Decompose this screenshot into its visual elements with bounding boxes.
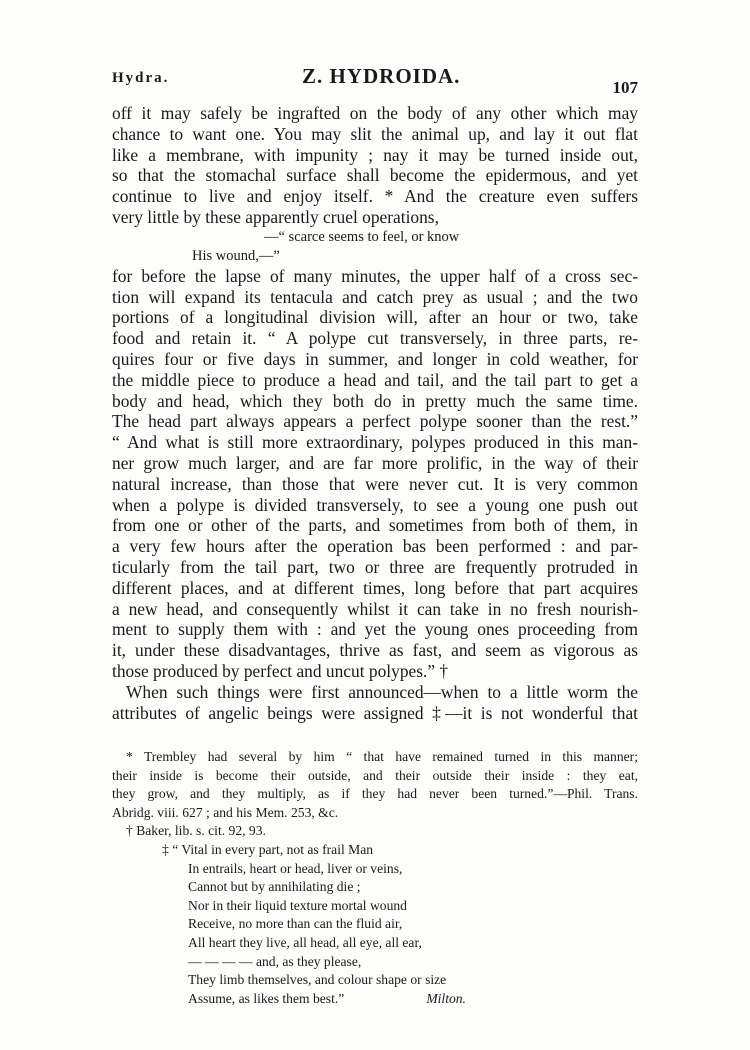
running-header xyxy=(112,62,638,96)
text-line: off it may safely be ingrafted on the body of any other which may xyxy=(112,103,638,123)
main-text xyxy=(112,103,638,723)
text-line: tion will expand its tentacula and catch prey as usual ; and the two xyxy=(112,286,638,307)
text-line: when a polype is divided transversely, to see a young one push out xyxy=(112,494,638,515)
footnote-poem-line: Receive, no more than can the fluid air, xyxy=(188,916,403,932)
text-line: a very few hours after the operation bas been performed : and par- xyxy=(112,536,638,557)
footnote-poem-line: — — — — and, as they please, xyxy=(188,953,362,969)
text-line: the middle piece to produce a head and tail, and the tail part to get a xyxy=(112,369,638,390)
footnote-poem-line: Nor in their liquid texture mortal wound xyxy=(188,897,407,913)
text-line: it, under these disadvantages, thrive as fast, and seem as vigorous as xyxy=(112,640,638,661)
text-line: body and head, which they both do in pretty much the same time. xyxy=(112,390,638,411)
footnote-line: * Trembley had several by him “ that have remained turned in this manner; xyxy=(126,749,638,764)
text-line: different places, and at different times, long before that part acquires xyxy=(112,577,638,598)
text-line: continue to live and enjoy itself. * And the creature even suffers xyxy=(112,186,638,207)
text-line: those produced by perfect and uncut polypes.” † xyxy=(112,660,449,681)
text-line: chance to want one. You may slit the animal up, and lay it out flat xyxy=(112,123,638,144)
text-line: food and retain it. “ A polype cut transversely, in three parts, re- xyxy=(112,328,638,349)
footnote-line: their inside is become their outside, and their outside their inside : they eat, xyxy=(112,767,638,783)
text-line: very little by these apparently cruel operations, xyxy=(112,206,439,227)
footnote-poem-line: In entrails, heart or head, liver or veins, xyxy=(188,860,403,876)
footnote-line: Abridg. viii. 627 ; and his Mem. 253, &c. xyxy=(112,804,339,820)
footnote-line: † Baker, lib. s. cit. 92, 93. xyxy=(126,823,266,839)
poem-last-line: Assume, as likes them best.” xyxy=(188,990,345,1006)
text-line: a new head, and consequently whilst it can take in no fresh nourish- xyxy=(112,598,638,619)
footnote-line: they grow, and they multiply, as if they had never been turned.”—Phil. Trans. xyxy=(112,786,638,802)
text-line: so that the stomachal surface shall become the epidermous, and yet xyxy=(112,165,638,186)
page-number: 107 xyxy=(612,78,638,97)
text-line: natural increase, than those that were never cut. It is very common xyxy=(112,473,638,494)
footnote-poem-line: ‡ “ Vital in every part, not as frail Man xyxy=(162,841,374,857)
verse-quote-line: His wound,—” xyxy=(192,247,280,264)
text-line: for before the lapse of many minutes, the upper half of a cross sec- xyxy=(112,265,638,286)
text-line: When such things were first announced—when to a little worm the xyxy=(126,681,638,702)
text-line: like a membrane, with impunity ; nay it may be turned inside out, xyxy=(112,144,638,165)
text-line: “ And what is still more extraordinary, polypes produced in this man- xyxy=(112,432,638,453)
footnote-poem-line: All heart they live, all head, all eye, all ear, xyxy=(188,934,422,950)
running-head-title: Z. HYDROIDA. xyxy=(302,64,461,88)
footnotes xyxy=(112,748,638,1008)
text-line: ticularly from the tail part, two or three are frequently protruded in xyxy=(112,556,638,577)
footnote-poem-line: Cannot but by annihilating die ; xyxy=(188,879,361,895)
verse-quote-line: —“ scarce seems to feel, or know xyxy=(264,228,460,245)
text-line: from one or other of the parts, and sometimes from both of them, in xyxy=(112,515,638,536)
text-line: attributes of angelic beings were assigned ‡—it is not wonderful that xyxy=(112,702,638,723)
footnote-poem-line xyxy=(112,990,638,1009)
footnote-poem-line: They limb themselves, and colour shape or size xyxy=(188,972,447,988)
text-line: ner grow much larger, and are far more prolific, in the way of their xyxy=(112,452,638,473)
text-line: ment to supply them with : and yet the young ones proceeding from xyxy=(112,619,638,640)
running-head-left: Hydra. xyxy=(112,70,170,86)
text-line: portions of a longitudinal division will, after an hour or two, take xyxy=(112,307,638,328)
text-line: The head part always appears a perfect polype sooner than the rest.” xyxy=(112,411,638,432)
attribution: Milton. xyxy=(426,990,466,1006)
text-line: quires four or five days in summer, and longer in cold weather, for xyxy=(112,348,638,369)
